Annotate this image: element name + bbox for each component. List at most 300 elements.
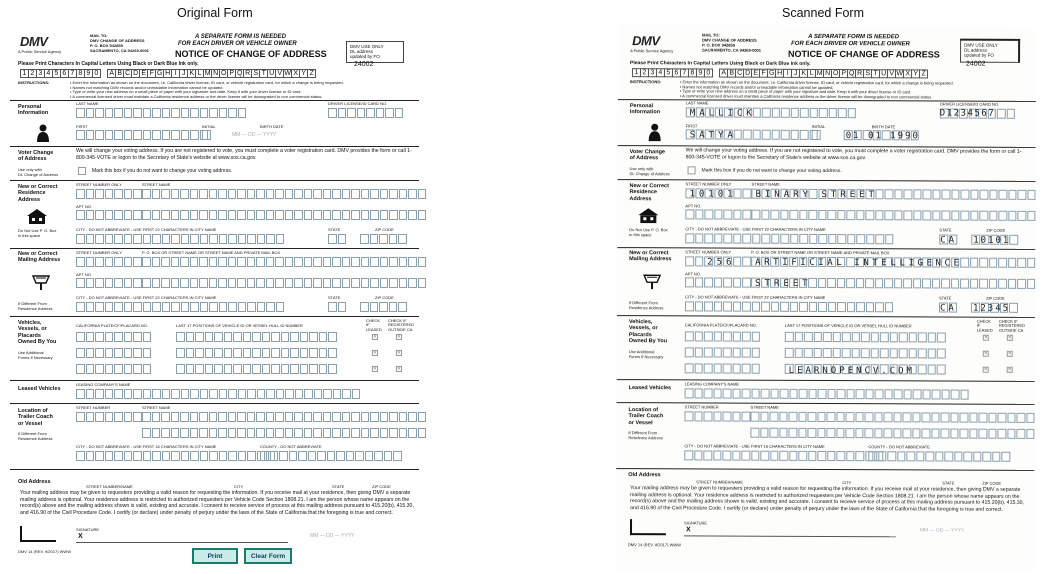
- input-box[interactable]: [186, 332, 195, 342]
- trailer-street-number-field[interactable]: [684, 411, 750, 421]
- input-box[interactable]: [798, 428, 807, 438]
- input-box[interactable]: [162, 389, 171, 399]
- input-box[interactable]: [309, 332, 318, 342]
- input-box[interactable]: [399, 278, 408, 288]
- input-box[interactable]: [988, 429, 997, 439]
- input-box[interactable]: [808, 389, 817, 399]
- input-box[interactable]: [114, 278, 123, 288]
- input-box[interactable]: [940, 429, 949, 439]
- input-box[interactable]: [742, 210, 751, 220]
- input-box[interactable]: [817, 451, 826, 461]
- signature-field[interactable]: [76, 542, 288, 543]
- input-box[interactable]: [912, 412, 921, 422]
- input-box[interactable]: [927, 332, 936, 342]
- input-box[interactable]: [262, 332, 271, 342]
- input-box[interactable]: [209, 234, 218, 244]
- input-box[interactable]: [418, 257, 427, 267]
- input-box[interactable]: [921, 428, 930, 438]
- input-box[interactable]: [114, 189, 123, 199]
- input-box[interactable]: [380, 189, 389, 199]
- input-box[interactable]: [894, 389, 903, 399]
- input-box[interactable]: [865, 210, 874, 220]
- input-box[interactable]: [114, 108, 123, 118]
- input-box[interactable]: [133, 278, 142, 288]
- input-box[interactable]: [199, 257, 208, 267]
- input-box[interactable]: [238, 108, 247, 118]
- input-box[interactable]: [314, 389, 323, 399]
- input-box[interactable]: [789, 210, 798, 220]
- input-box[interactable]: [190, 210, 199, 220]
- input-box[interactable]: [114, 412, 123, 422]
- input-box[interactable]: [899, 332, 908, 342]
- input-box[interactable]: [256, 189, 265, 199]
- input-box[interactable]: [171, 210, 180, 220]
- registered-checkbox-1[interactable]: ✕: [397, 334, 401, 339]
- input-box[interactable]: [685, 301, 694, 311]
- input-box[interactable]: [921, 412, 930, 422]
- input-box[interactable]: [804, 332, 813, 342]
- input-box[interactable]: [171, 412, 180, 422]
- input-box[interactable]: [807, 428, 816, 438]
- input-box[interactable]: [228, 389, 237, 399]
- input-box[interactable]: [1009, 303, 1018, 313]
- input-box[interactable]: [789, 451, 798, 461]
- input-box[interactable]: [376, 108, 385, 118]
- input-box[interactable]: [124, 412, 133, 422]
- input-box[interactable]: [319, 332, 328, 342]
- input-box[interactable]: [95, 189, 104, 199]
- input-box[interactable]: [256, 210, 265, 220]
- input-box[interactable]: [266, 234, 275, 244]
- input-box[interactable]: [760, 412, 769, 422]
- input-box[interactable]: [827, 278, 836, 288]
- input-box[interactable]: [276, 389, 285, 399]
- input-box[interactable]: [713, 332, 722, 342]
- input-box[interactable]: [837, 389, 846, 399]
- input-box[interactable]: [228, 412, 237, 422]
- input-box[interactable]: [785, 348, 794, 358]
- input-box[interactable]: [233, 348, 242, 358]
- input-box[interactable]: [1009, 235, 1018, 245]
- input-box[interactable]: [760, 428, 769, 438]
- input-box[interactable]: [319, 348, 328, 358]
- input-box[interactable]: [790, 130, 799, 140]
- input-box[interactable]: [209, 278, 218, 288]
- input-box[interactable]: [76, 348, 85, 358]
- input-box[interactable]: [856, 210, 865, 220]
- input-box[interactable]: [988, 413, 997, 423]
- input-box[interactable]: [86, 364, 95, 374]
- input-box[interactable]: [865, 389, 874, 399]
- input-box[interactable]: [186, 364, 195, 374]
- input-box[interactable]: [338, 108, 347, 118]
- input-box[interactable]: [837, 210, 846, 220]
- input-box[interactable]: [105, 210, 114, 220]
- input-box[interactable]: [171, 278, 180, 288]
- input-box[interactable]: [76, 412, 85, 422]
- input-box[interactable]: [903, 389, 912, 399]
- input-box[interactable]: [124, 332, 133, 342]
- input-box[interactable]: [903, 189, 912, 199]
- input-box[interactable]: [732, 348, 741, 358]
- input-box[interactable]: [105, 257, 114, 267]
- input-box[interactable]: [309, 348, 318, 358]
- input-box[interactable]: [190, 257, 199, 267]
- input-box[interactable]: [105, 278, 114, 288]
- input-box[interactable]: [209, 189, 218, 199]
- input-box[interactable]: [105, 348, 114, 358]
- input-box[interactable]: [762, 130, 771, 140]
- input-box[interactable]: [380, 412, 389, 422]
- plate-field-1[interactable]: [76, 332, 151, 342]
- input-box[interactable]: [209, 451, 218, 461]
- voter-opt-out-checkbox[interactable]: [688, 166, 696, 174]
- input-box[interactable]: [346, 451, 355, 461]
- input-box[interactable]: [351, 278, 360, 288]
- input-box[interactable]: [152, 428, 161, 438]
- input-box[interactable]: [837, 302, 846, 312]
- input-box[interactable]: [893, 428, 902, 438]
- input-box[interactable]: [114, 451, 123, 461]
- input-box[interactable]: [332, 257, 341, 267]
- input-box[interactable]: [794, 348, 803, 358]
- input-box[interactable]: [880, 348, 889, 358]
- input-box[interactable]: [95, 332, 104, 342]
- input-box[interactable]: [950, 413, 959, 423]
- input-box[interactable]: [761, 210, 770, 220]
- input-box[interactable]: [884, 389, 893, 399]
- input-box[interactable]: [780, 389, 789, 399]
- input-box[interactable]: [152, 389, 161, 399]
- input-box[interactable]: [218, 278, 227, 288]
- input-box[interactable]: [408, 412, 417, 422]
- input-box[interactable]: [323, 257, 332, 267]
- input-box[interactable]: [380, 210, 389, 220]
- input-box[interactable]: [998, 190, 1007, 200]
- input-box[interactable]: [133, 348, 142, 358]
- input-box[interactable]: [714, 210, 723, 220]
- input-box[interactable]: [884, 302, 893, 312]
- input-box[interactable]: [323, 189, 332, 199]
- input-box[interactable]: [885, 234, 894, 244]
- input-box[interactable]: [714, 278, 723, 288]
- input-box[interactable]: [243, 348, 252, 358]
- input-box[interactable]: [76, 108, 85, 118]
- mail-city-field[interactable]: [76, 302, 284, 312]
- input-box[interactable]: [342, 389, 351, 399]
- res-street-line2-field[interactable]: [751, 210, 1035, 221]
- input-box[interactable]: [152, 412, 161, 422]
- input-box[interactable]: [328, 332, 337, 342]
- leased-checkbox-3[interactable]: ✕: [373, 366, 377, 371]
- input-box[interactable]: [385, 108, 394, 118]
- input-box[interactable]: [276, 302, 285, 312]
- input-box[interactable]: [342, 278, 351, 288]
- input-box[interactable]: [408, 257, 417, 267]
- input-box[interactable]: [360, 302, 369, 312]
- input-box[interactable]: [124, 451, 133, 461]
- input-box[interactable]: [418, 210, 427, 220]
- input-box[interactable]: [281, 348, 290, 358]
- input-box[interactable]: [247, 210, 256, 220]
- input-box[interactable]: [960, 279, 969, 289]
- input-box[interactable]: [352, 389, 361, 399]
- input-box[interactable]: [95, 108, 104, 118]
- input-box[interactable]: [941, 279, 950, 289]
- input-box[interactable]: [951, 279, 960, 289]
- input-box[interactable]: [285, 189, 294, 199]
- input-box[interactable]: [789, 302, 798, 312]
- input-box[interactable]: [161, 189, 170, 199]
- input-box[interactable]: [152, 210, 161, 220]
- input-box[interactable]: [960, 390, 969, 400]
- input-box[interactable]: [171, 302, 180, 312]
- input-box[interactable]: [76, 364, 85, 374]
- input-box[interactable]: [162, 451, 171, 461]
- input-box[interactable]: [294, 189, 303, 199]
- mail-city-field[interactable]: [685, 301, 893, 312]
- input-box[interactable]: [176, 364, 185, 374]
- input-box[interactable]: [713, 389, 722, 399]
- res-street-number-field[interactable]: [76, 189, 142, 199]
- input-box[interactable]: [313, 278, 322, 288]
- input-box[interactable]: [228, 234, 237, 244]
- input-box[interactable]: [338, 302, 347, 312]
- input-box[interactable]: [398, 302, 407, 312]
- input-box[interactable]: [295, 389, 304, 399]
- input-box[interactable]: [289, 451, 298, 461]
- vin-field-2[interactable]: [176, 348, 337, 358]
- input-box[interactable]: [695, 209, 704, 219]
- input-box[interactable]: [798, 412, 807, 422]
- input-box[interactable]: [252, 348, 261, 358]
- input-box[interactable]: [809, 234, 818, 244]
- input-box[interactable]: [916, 451, 925, 461]
- input-box[interactable]: [807, 412, 816, 422]
- input-box[interactable]: [317, 451, 326, 461]
- input-box[interactable]: [133, 257, 142, 267]
- input-box[interactable]: [913, 189, 922, 199]
- input-box[interactable]: [143, 302, 152, 312]
- input-box[interactable]: [399, 428, 408, 438]
- input-box[interactable]: [142, 210, 151, 220]
- input-box[interactable]: [256, 257, 265, 267]
- input-box[interactable]: [124, 364, 133, 374]
- input-box[interactable]: [713, 348, 722, 358]
- input-box[interactable]: [742, 189, 751, 199]
- input-box[interactable]: [992, 452, 1001, 462]
- input-box[interactable]: [304, 189, 313, 199]
- input-box[interactable]: [951, 190, 960, 200]
- input-box[interactable]: [799, 302, 808, 312]
- input-box[interactable]: [95, 257, 104, 267]
- input-box[interactable]: [351, 412, 360, 422]
- input-box[interactable]: [970, 258, 979, 268]
- mail-zip-field[interactable]: [360, 302, 407, 312]
- input-box[interactable]: [361, 412, 370, 422]
- input-box[interactable]: [247, 278, 256, 288]
- input-box[interactable]: [366, 108, 375, 118]
- input-box[interactable]: [143, 364, 152, 374]
- input-box[interactable]: [866, 234, 875, 244]
- input-box[interactable]: [161, 257, 170, 267]
- input-box[interactable]: [143, 348, 152, 358]
- input-box[interactable]: [86, 108, 95, 118]
- print-button[interactable]: Print: [192, 548, 238, 564]
- input-box[interactable]: [808, 451, 817, 461]
- mail-street-line2-field[interactable]: [142, 278, 426, 288]
- input-box[interactable]: [969, 413, 978, 423]
- input-box[interactable]: [935, 451, 944, 461]
- input-box[interactable]: [76, 189, 85, 199]
- input-box[interactable]: [704, 209, 713, 219]
- input-box[interactable]: [817, 412, 826, 422]
- input-box[interactable]: [162, 108, 171, 118]
- input-box[interactable]: [142, 278, 151, 288]
- input-box[interactable]: [199, 278, 208, 288]
- input-box[interactable]: [336, 451, 345, 461]
- input-box[interactable]: [889, 332, 898, 342]
- input-box[interactable]: [751, 389, 760, 399]
- input-box[interactable]: [722, 451, 731, 461]
- input-box[interactable]: [298, 451, 307, 461]
- input-box[interactable]: [181, 234, 190, 244]
- input-box[interactable]: [266, 278, 275, 288]
- input-box[interactable]: [152, 108, 161, 118]
- trailer-street-name-field[interactable]: [750, 412, 1034, 423]
- input-box[interactable]: [875, 278, 884, 288]
- input-box[interactable]: [913, 278, 922, 288]
- input-box[interactable]: [704, 301, 713, 311]
- input-box[interactable]: [931, 412, 940, 422]
- input-box[interactable]: [750, 428, 759, 438]
- input-box[interactable]: [937, 348, 946, 358]
- input-box[interactable]: [285, 257, 294, 267]
- input-box[interactable]: [279, 451, 288, 461]
- input-box[interactable]: [804, 348, 813, 358]
- input-box[interactable]: [133, 364, 142, 374]
- input-box[interactable]: [176, 348, 185, 358]
- input-box[interactable]: [237, 278, 246, 288]
- input-box[interactable]: [379, 302, 388, 312]
- input-box[interactable]: [704, 347, 713, 357]
- input-box[interactable]: [742, 332, 751, 342]
- input-box[interactable]: [931, 428, 940, 438]
- input-box[interactable]: [836, 412, 845, 422]
- input-box[interactable]: [788, 428, 797, 438]
- input-box[interactable]: [257, 389, 266, 399]
- input-box[interactable]: [832, 348, 841, 358]
- input-box[interactable]: [266, 302, 275, 312]
- input-box[interactable]: [162, 234, 171, 244]
- input-box[interactable]: [818, 210, 827, 220]
- input-box[interactable]: [733, 210, 742, 220]
- input-box[interactable]: [218, 257, 227, 267]
- input-box[interactable]: [86, 189, 95, 199]
- input-box[interactable]: [884, 278, 893, 288]
- input-box[interactable]: [199, 412, 208, 422]
- input-box[interactable]: [328, 348, 337, 358]
- input-box[interactable]: [76, 257, 85, 267]
- input-box[interactable]: [902, 412, 911, 422]
- input-box[interactable]: [361, 210, 370, 220]
- input-box[interactable]: [181, 389, 190, 399]
- input-box[interactable]: [856, 278, 865, 288]
- vin-field-2[interactable]: [785, 348, 946, 359]
- input-box[interactable]: [308, 451, 317, 461]
- trailer-street-number-field[interactable]: [76, 412, 142, 422]
- input-box[interactable]: [233, 332, 242, 342]
- input-box[interactable]: [294, 428, 303, 438]
- input-box[interactable]: [228, 108, 237, 118]
- input-box[interactable]: [761, 302, 770, 312]
- input-box[interactable]: [95, 210, 104, 220]
- input-box[interactable]: [875, 389, 884, 399]
- input-box[interactable]: [998, 211, 1007, 221]
- input-box[interactable]: [294, 278, 303, 288]
- input-box[interactable]: [285, 210, 294, 220]
- input-box[interactable]: [86, 257, 95, 267]
- input-box[interactable]: [152, 189, 161, 199]
- input-box[interactable]: [847, 234, 856, 244]
- input-box[interactable]: [332, 412, 341, 422]
- input-box[interactable]: [209, 389, 218, 399]
- input-box[interactable]: [808, 210, 817, 220]
- input-box[interactable]: [171, 389, 180, 399]
- input-box[interactable]: [732, 389, 741, 399]
- input-box[interactable]: [742, 302, 751, 312]
- input-box[interactable]: [342, 189, 351, 199]
- input-box[interactable]: [190, 428, 199, 438]
- input-box[interactable]: [752, 234, 761, 244]
- input-box[interactable]: [779, 412, 788, 422]
- input-box[interactable]: [304, 389, 313, 399]
- input-box[interactable]: [190, 189, 199, 199]
- input-box[interactable]: [800, 130, 809, 140]
- input-box[interactable]: [285, 428, 294, 438]
- input-box[interactable]: [918, 332, 927, 342]
- input-box[interactable]: [393, 451, 402, 461]
- input-box[interactable]: [989, 258, 998, 268]
- input-box[interactable]: [143, 389, 152, 399]
- input-box[interactable]: [181, 108, 190, 118]
- input-box[interactable]: [86, 412, 95, 422]
- input-box[interactable]: [257, 234, 266, 244]
- input-box[interactable]: [780, 234, 789, 244]
- input-box[interactable]: [827, 302, 836, 312]
- input-box[interactable]: [209, 210, 218, 220]
- input-box[interactable]: [332, 428, 341, 438]
- input-box[interactable]: [799, 210, 808, 220]
- input-box[interactable]: [694, 301, 703, 311]
- input-box[interactable]: [846, 302, 855, 312]
- input-box[interactable]: [224, 332, 233, 342]
- input-box[interactable]: [300, 364, 309, 374]
- input-box[interactable]: [219, 108, 228, 118]
- input-box[interactable]: [218, 210, 227, 220]
- input-box[interactable]: [883, 412, 892, 422]
- input-box[interactable]: [827, 389, 836, 399]
- vin-field-1[interactable]: [176, 332, 337, 342]
- input-box[interactable]: [76, 389, 85, 399]
- input-box[interactable]: [927, 348, 936, 358]
- input-box[interactable]: [243, 364, 252, 374]
- input-box[interactable]: [271, 364, 280, 374]
- input-box[interactable]: [95, 451, 104, 461]
- input-box[interactable]: [304, 210, 313, 220]
- mail-street-number-field[interactable]: [76, 257, 142, 267]
- input-box[interactable]: [979, 211, 988, 221]
